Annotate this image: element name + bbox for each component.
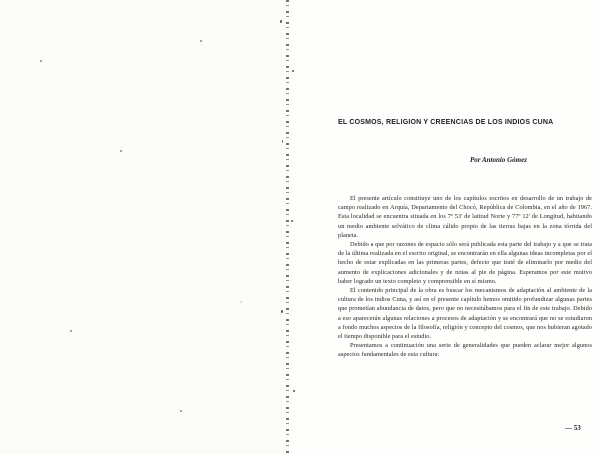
left-page-blank <box>0 0 282 454</box>
gutter-shadow-line <box>286 0 289 454</box>
paper-speck <box>70 330 72 332</box>
article-body <box>338 194 592 360</box>
paper-speck <box>120 150 122 152</box>
book-gutter <box>276 0 300 454</box>
body-paragraph-1: El presente artículo constituye uno de los capítulos escritos en desarrollo de un trabajo de campo realizado en Arquía, Departamento del Chocó, República de Colombia, en el año de 1967. Esta localidad se encuentra situada en los 7º 53' de latitud Norte y 77º 12' de Longitud, habitando un medio ambiente selvático de clima cálido propio de las tierras bajas en la zona tórrida del planeta. <box>338 195 592 239</box>
gutter-speck <box>293 390 295 392</box>
article-author: Por Antonio Gómez <box>470 156 527 164</box>
gutter-speck <box>280 20 282 23</box>
paper-speck <box>200 40 202 42</box>
gutter-speck <box>291 220 293 222</box>
paper-speck <box>180 410 182 412</box>
gutter-speck <box>282 140 283 143</box>
left-page-mark: ◦ <box>240 300 243 306</box>
gutter-speck <box>292 70 294 72</box>
body-paragraph-3: El contenido principal de la obra es buscar los mecanismos de adaptación al ambiente de la cultura de los indios Cuna, y así en el presente capítulo hemos omitido profundizar algunas partes que prometían abundancia de datos, pero que no necesitábamos para el fin de este trabajo. Debido a eso aparecerán algunas relaciones a procesos de adaptación y se encontrará que no se estudiaron a fondo muchos aspectos de la filosofía, religión y concepto del cosmos, que nos hubieran agotado el tiempo disponible para el estudio. <box>338 287 592 341</box>
body-paragraph-4: Presentamos a continuación una serie de generalidades que pueden aclarar mejor algunos aspectos fundamentales de esta cultura: <box>338 342 592 359</box>
article-title: EL COSMOS, RELIGION Y CREENCIAS DE LOS INDIOS CUNA <box>338 119 554 126</box>
gutter-speck <box>281 310 283 313</box>
paper-speck <box>40 60 42 62</box>
body-paragraph-2: Debido a que por razones de espacio sólo será publicada esta parte del trabajo y a que se trata de la última realizada en el escrito original, se encontrarán en ella algunas ideas incompletas por el hecho de estar explicadas en las primeras partes, defecto que traté de eliminarlo por medio del aumento de explicaciones adicionales y de notas al pie de página. Esperamos por este motivo haber logrado un texto completo y comprensible en sí mismo. <box>338 241 592 285</box>
page-number: — 53 <box>565 424 581 432</box>
